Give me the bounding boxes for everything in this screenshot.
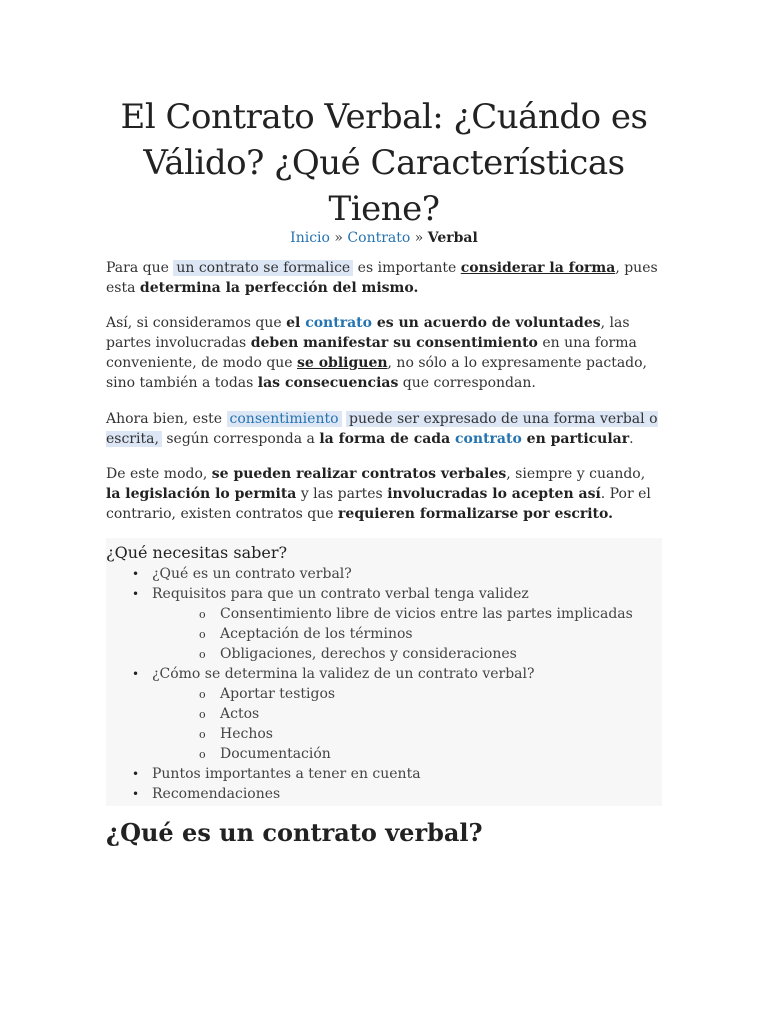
breadcrumb-separator: » — [410, 230, 428, 246]
bold-text: requieren formalizarse por escrito. — [338, 506, 613, 522]
toc-subitem[interactable]: o Actos — [220, 704, 259, 724]
section-heading: ¿Qué es un contrato verbal? — [106, 818, 483, 847]
text: De este modo, — [106, 466, 212, 482]
page-title — [106, 94, 662, 232]
toc-item[interactable]: • Recomendaciones — [152, 784, 280, 804]
bold-text: el — [286, 315, 306, 331]
contrato-link[interactable]: contrato — [305, 315, 372, 331]
underlined-text: considerar la forma — [460, 260, 616, 276]
title-line: Válido? ¿Qué Características — [143, 143, 625, 183]
text: . — [629, 431, 634, 447]
paragraph-3 — [106, 409, 662, 449]
text: Así, si consideramos que — [106, 315, 287, 331]
text: , no sólo a lo expresamente pactado, sino también a todas — [106, 355, 648, 391]
breadcrumb-category-link[interactable]: Contrato — [347, 230, 411, 246]
consentimiento-link[interactable]: consentimiento — [227, 411, 342, 427]
text: que correspondan. — [398, 375, 536, 391]
underlined-text: se obliguen — [297, 355, 388, 371]
breadcrumb-separator: » — [329, 230, 348, 246]
text: Ahora bien, este — [106, 411, 227, 427]
text: , pues esta — [106, 260, 658, 296]
text: y las partes — [296, 486, 388, 502]
table-of-contents — [106, 538, 662, 806]
text: en una forma conveniente, de modo que — [106, 335, 637, 371]
toc-item[interactable]: • ¿Cómo se determina la validez de un contrato verbal? — [152, 664, 535, 684]
toc-item[interactable]: • ¿Qué es un contrato verbal? — [152, 564, 352, 584]
toc-item[interactable]: • Puntos importantes a tener en cuenta — [152, 764, 421, 784]
intro-paragraph — [106, 258, 662, 298]
bold-text: la forma de cada — [319, 431, 456, 447]
title-line: El Contrato Verbal: ¿Cuándo es — [120, 97, 648, 137]
breadcrumb — [106, 228, 662, 248]
text: , siempre y cuando, — [506, 466, 646, 482]
bold-text: la legislación lo permita — [106, 486, 297, 502]
bold-text: las consecuencias — [257, 375, 399, 391]
text: es importante — [353, 260, 461, 276]
toc-subitem[interactable]: o Consentimiento libre de vicios entre las partes implicadas — [220, 604, 633, 624]
contrato-link[interactable]: contrato — [455, 431, 522, 447]
highlighted-text: un contrato se formalice — [173, 260, 353, 276]
toc-subitem[interactable]: o Aportar testigos — [220, 684, 335, 704]
toc-subitem[interactable]: o Documentación — [220, 744, 331, 764]
paragraph-2 — [106, 313, 662, 393]
toc-title: ¿Qué necesitas saber? — [106, 543, 288, 562]
bold-text: deben manifestar su consentimiento — [250, 335, 538, 351]
text: según corresponda a — [161, 431, 320, 447]
bold-text: es un acuerdo de voluntades — [371, 315, 601, 331]
highlighted-text: puede ser expresado de una forma verbal o escrita, — [106, 411, 658, 447]
bold-text: en particular — [521, 431, 630, 447]
toc-item[interactable]: • Requisitos para que un contrato verbal tenga validez — [152, 584, 529, 604]
toc-subitem[interactable]: o Aceptación de los términos — [220, 624, 413, 644]
bold-text: se pueden realizar contratos verbales — [211, 466, 507, 482]
breadcrumb-home-link[interactable]: Inicio — [290, 230, 330, 246]
title-line: Tiene? — [328, 189, 440, 229]
bold-text: determina la perfección del mismo. — [139, 280, 419, 296]
bold-text: involucradas lo acepten así — [387, 486, 601, 502]
toc-subitem[interactable]: o Hechos — [220, 724, 273, 744]
text: . Por el contrario, existen contratos que — [106, 486, 651, 522]
text: Para que — [106, 260, 174, 276]
toc-subitem[interactable]: o Obligaciones, derechos y consideraciones — [220, 644, 517, 664]
paragraph-4 — [106, 464, 662, 524]
text: , las partes involucradas — [106, 315, 630, 351]
breadcrumb-current: Verbal — [427, 230, 478, 246]
